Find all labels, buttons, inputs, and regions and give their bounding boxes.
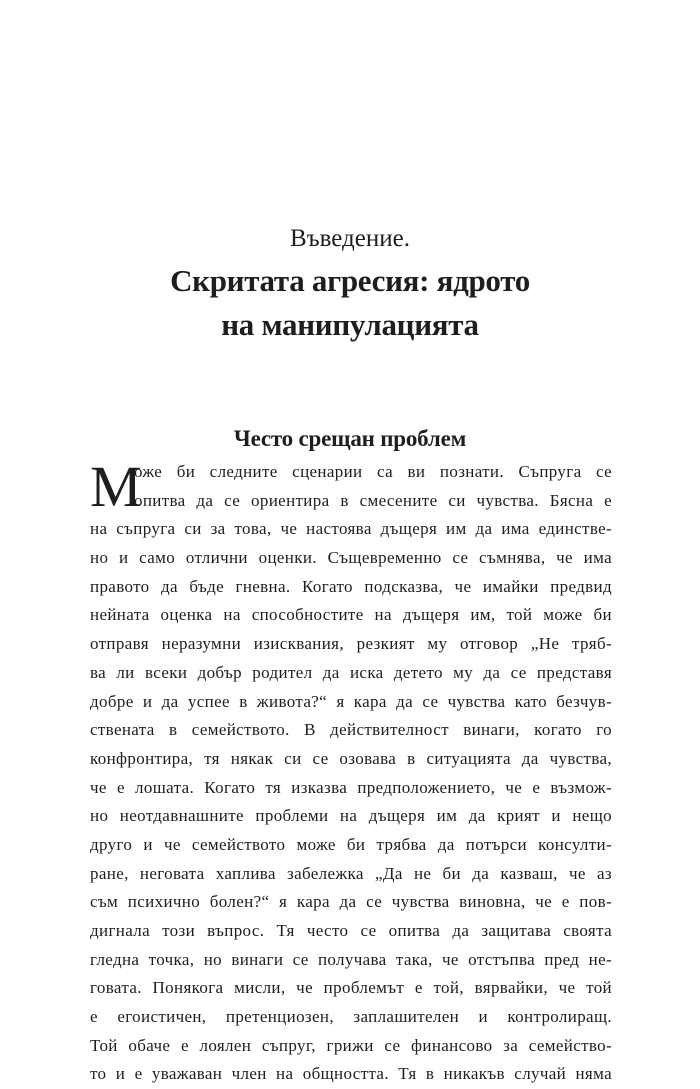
- text-line: друго и че семейството може би трябва да потърси консулти-: [90, 834, 612, 854]
- chapter-title-line: Скритата агресия: ядрото: [170, 263, 530, 298]
- text-line: на съпруга си за това, че настоява дъщеря им да има единстве-: [90, 519, 612, 539]
- text-line: оже би следните сценарии са ви познати. Съпруга се: [134, 462, 612, 481]
- text-line: но и само отлични оценки. Същевременно се съмнява, че има: [90, 548, 612, 568]
- text-line: то и е уважаван член на общността. Тя в никакъв случай няма: [90, 1064, 612, 1084]
- chapter-title-line: на манипулацията: [221, 307, 479, 342]
- text-line: ствената в семейството. В действителност винаги, когато го: [90, 720, 612, 740]
- text-line: говата. Понякога мисли, че проблемът е той, вярвайки, че той: [90, 978, 612, 998]
- text-line: ва ли всеки добър родител да иска детето му да се представя: [90, 662, 612, 682]
- text-line: добре и да успее в живота?“ я кара да се чувства като безчув-: [90, 691, 612, 711]
- chapter-label: Въведение.: [290, 225, 410, 252]
- text-line: е егоистичен, претенциозен, заплашителен и контролиращ.: [90, 1007, 612, 1027]
- chapter-title: [0, 259, 700, 347]
- text-line: ране, неговата хаплива забележка „Да не би да казваш, че аз: [90, 863, 612, 883]
- text-line: Той обаче е лоялен съпруг, грижи се финансово за семейство-: [90, 1035, 612, 1055]
- text-line: отправя неразумни изисквания, резкият му отговор „Не тряб-: [90, 634, 612, 654]
- text-line: правото да бъде гневна. Когато подсказва, че имайки предвид: [90, 576, 612, 596]
- text-line: опитва да се ориентира в смесените си чувства. Бясна е: [134, 490, 612, 510]
- body-text: [90, 454, 612, 1089]
- text-line: но неотдавнашните проблеми на дъщеря им да крият и нещо: [90, 806, 612, 826]
- section-heading: Често срещан проблем: [233, 426, 467, 451]
- text-line: дигнала този въпрос. Тя често се опитва да защитава своята: [90, 921, 612, 940]
- text-line: гледна точка, но винаги се получава така, че отстъпва пред не-: [90, 949, 612, 969]
- text-line: нейната оценка на способностите на дъщеря им, той може би: [90, 605, 612, 625]
- drop-cap: М: [90, 454, 142, 519]
- text-line: конфронтира, тя някак си се озовава в ситуацията да чувства,: [90, 748, 612, 768]
- text-line: че е лошата. Когато тя изказва предположението, че е възмож-: [90, 777, 612, 797]
- text-line: съм психично болен?“ я кара да се чувства виновна, че е пов-: [90, 892, 612, 912]
